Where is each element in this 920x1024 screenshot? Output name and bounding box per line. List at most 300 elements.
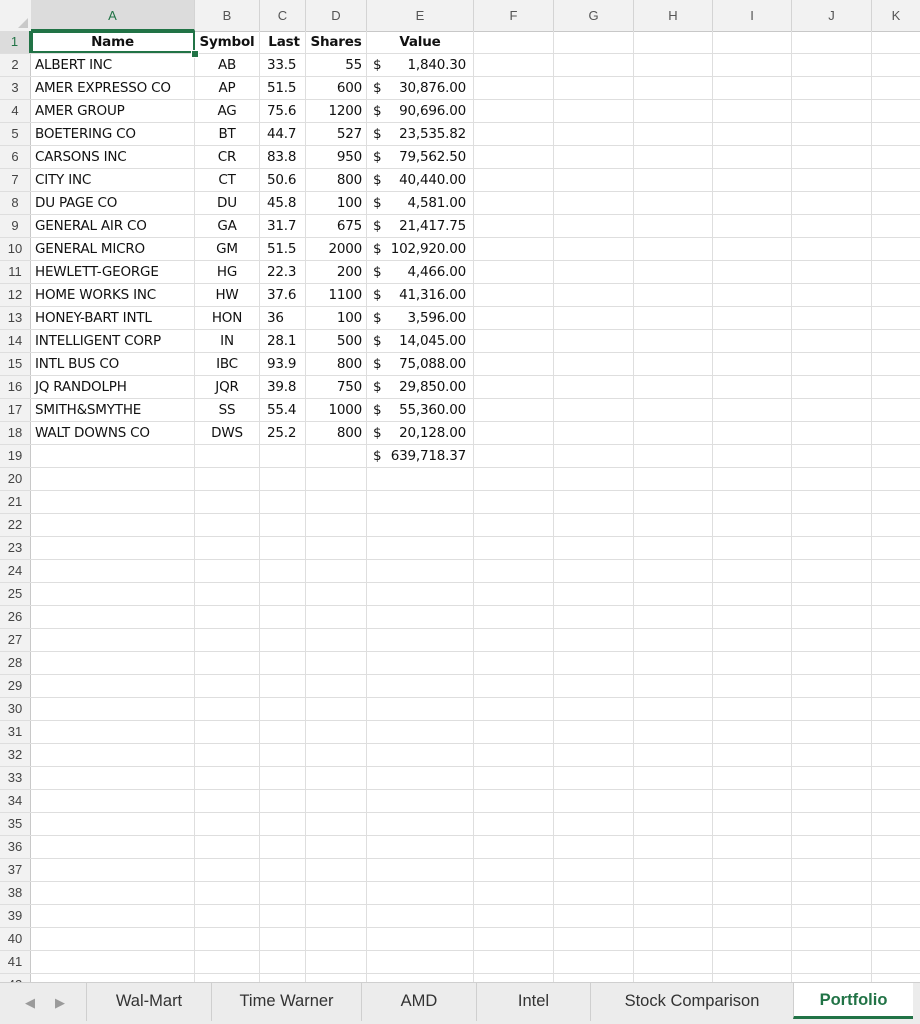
row-number-32[interactable]: 32 (0, 744, 31, 766)
cell-empty[interactable] (31, 882, 195, 904)
cell-last[interactable]: 93.9 (260, 353, 306, 375)
cell-empty[interactable] (31, 744, 195, 766)
row-number-28[interactable]: 28 (0, 652, 31, 674)
cell-empty[interactable] (367, 560, 474, 582)
cell-name[interactable]: JQ RANDOLPH (31, 376, 195, 398)
cell-name[interactable]: SMITH&SMYTHE (31, 399, 195, 421)
cell-empty[interactable] (260, 560, 306, 582)
row-number-40[interactable]: 40 (0, 928, 31, 950)
cell-empty[interactable] (634, 238, 713, 260)
cell-empty[interactable] (713, 399, 792, 421)
cell-empty[interactable] (260, 859, 306, 881)
cell-empty[interactable] (367, 537, 474, 559)
cell-empty[interactable] (634, 123, 713, 145)
cell-empty[interactable] (713, 744, 792, 766)
cell-empty[interactable] (634, 767, 713, 789)
cell-empty[interactable] (713, 951, 792, 973)
cell-empty[interactable] (195, 928, 260, 950)
cell-empty[interactable] (634, 537, 713, 559)
cell-empty[interactable] (195, 583, 260, 605)
row-number-2[interactable]: 2 (0, 54, 31, 76)
cell-empty[interactable] (554, 353, 634, 375)
cell-empty[interactable] (306, 836, 367, 858)
cell-symbol[interactable]: JQR (195, 376, 260, 398)
cell-empty[interactable] (792, 882, 872, 904)
cell-empty[interactable] (554, 790, 634, 812)
cell-empty[interactable] (554, 813, 634, 835)
cell-empty[interactable] (872, 100, 920, 122)
cell-symbol[interactable]: AP (195, 77, 260, 99)
cell-last[interactable]: 25.2 (260, 422, 306, 444)
cell-empty[interactable] (792, 146, 872, 168)
cell-empty[interactable] (554, 514, 634, 536)
cell-empty[interactable] (872, 238, 920, 260)
cell-shares[interactable]: 2000 (306, 238, 367, 260)
cell-empty[interactable] (792, 307, 872, 329)
cell-empty[interactable] (31, 514, 195, 536)
row-number-39[interactable]: 39 (0, 905, 31, 927)
cell-empty[interactable] (634, 307, 713, 329)
cell-empty[interactable] (474, 859, 554, 881)
cell-empty[interactable] (260, 951, 306, 973)
cell-empty[interactable] (634, 951, 713, 973)
cell-empty[interactable] (474, 514, 554, 536)
cell-empty[interactable] (634, 284, 713, 306)
cell-empty[interactable] (713, 330, 792, 352)
cell-empty[interactable] (306, 905, 367, 927)
cell-empty[interactable] (31, 813, 195, 835)
row-number-22[interactable]: 22 (0, 514, 31, 536)
cell-empty[interactable] (474, 123, 554, 145)
row-number-31[interactable]: 31 (0, 721, 31, 743)
cell-empty[interactable] (713, 491, 792, 513)
row-number-27[interactable]: 27 (0, 629, 31, 651)
cell-value[interactable] (367, 330, 474, 352)
cell-empty[interactable] (260, 606, 306, 628)
row-number-23[interactable]: 23 (0, 537, 31, 559)
cell-empty[interactable] (713, 54, 792, 76)
cell-empty[interactable] (31, 629, 195, 651)
cell-empty[interactable] (195, 813, 260, 835)
cell-empty[interactable] (554, 698, 634, 720)
cell-last[interactable]: 31.7 (260, 215, 306, 237)
cell-empty[interactable] (792, 905, 872, 927)
cell-symbol[interactable]: AG (195, 100, 260, 122)
cell-empty[interactable] (474, 537, 554, 559)
cell-name[interactable]: ALBERT INC (31, 54, 195, 76)
cell-empty[interactable] (713, 675, 792, 697)
cell-empty[interactable] (195, 767, 260, 789)
cell-empty[interactable] (31, 836, 195, 858)
row-number-14[interactable]: 14 (0, 330, 31, 352)
cell-empty[interactable] (195, 652, 260, 674)
cell-empty[interactable] (474, 54, 554, 76)
cell-last[interactable]: 55.4 (260, 399, 306, 421)
row-number-6[interactable]: 6 (0, 146, 31, 168)
row-number-29[interactable]: 29 (0, 675, 31, 697)
cell-empty[interactable] (713, 77, 792, 99)
sheet-tab-time-warner[interactable]: Time Warner (211, 983, 361, 1021)
cell-empty[interactable] (554, 629, 634, 651)
cell-empty[interactable] (872, 606, 920, 628)
row-number-21[interactable]: 21 (0, 491, 31, 513)
cell-empty[interactable] (474, 836, 554, 858)
row-number-33[interactable]: 33 (0, 767, 31, 789)
cell-empty[interactable] (554, 537, 634, 559)
cell-empty[interactable] (474, 192, 554, 214)
cell-empty[interactable] (474, 560, 554, 582)
row-number-35[interactable]: 35 (0, 813, 31, 835)
cell-empty[interactable] (554, 560, 634, 582)
cell-empty[interactable] (713, 238, 792, 260)
cell-empty[interactable] (792, 514, 872, 536)
cell-empty[interactable] (474, 100, 554, 122)
header-cell-value[interactable]: Value (367, 31, 474, 53)
cell-empty[interactable] (306, 790, 367, 812)
cell-name[interactable]: AMER GROUP (31, 100, 195, 122)
cell-empty[interactable] (713, 882, 792, 904)
row-number-17[interactable]: 17 (0, 399, 31, 421)
column-header-j[interactable]: J (792, 0, 872, 31)
cell-empty[interactable] (554, 77, 634, 99)
cell-empty[interactable] (554, 261, 634, 283)
cell-empty[interactable] (634, 859, 713, 881)
cell-empty[interactable] (554, 399, 634, 421)
cell-empty[interactable] (634, 698, 713, 720)
cell-empty[interactable] (872, 560, 920, 582)
cell-empty[interactable] (634, 261, 713, 283)
cell-empty[interactable] (367, 928, 474, 950)
cell-last[interactable]: 28.1 (260, 330, 306, 352)
cell-empty[interactable] (634, 905, 713, 927)
cell-empty[interactable] (474, 491, 554, 513)
row-number-26[interactable]: 26 (0, 606, 31, 628)
cell-empty[interactable] (195, 721, 260, 743)
cell-empty[interactable] (634, 836, 713, 858)
row-number-4[interactable]: 4 (0, 100, 31, 122)
cell-value[interactable] (367, 169, 474, 191)
cell-empty[interactable] (792, 31, 872, 53)
cell-empty[interactable] (367, 859, 474, 881)
cell-empty[interactable] (31, 652, 195, 674)
cell-empty[interactable] (792, 836, 872, 858)
cell-empty[interactable] (634, 146, 713, 168)
cell-empty[interactable] (792, 123, 872, 145)
cell-empty[interactable] (792, 790, 872, 812)
cell-name[interactable]: INTELLIGENT CORP (31, 330, 195, 352)
cell-empty[interactable] (306, 652, 367, 674)
cell-empty[interactable] (713, 284, 792, 306)
cell-empty[interactable] (474, 399, 554, 421)
cell-empty[interactable] (634, 790, 713, 812)
cell-empty[interactable] (554, 100, 634, 122)
cell-empty[interactable] (260, 537, 306, 559)
cell-empty[interactable] (367, 905, 474, 927)
row-number-30[interactable]: 30 (0, 698, 31, 720)
cell-empty[interactable] (634, 514, 713, 536)
cell-empty[interactable] (872, 514, 920, 536)
cell-empty[interactable] (554, 54, 634, 76)
cell-shares[interactable]: 800 (306, 422, 367, 444)
cell-empty[interactable] (634, 215, 713, 237)
row-number-13[interactable]: 13 (0, 307, 31, 329)
row-number-3[interactable]: 3 (0, 77, 31, 99)
cell-empty[interactable] (872, 54, 920, 76)
sheet-tab-intel[interactable]: Intel (476, 983, 590, 1021)
cell-empty[interactable] (634, 100, 713, 122)
cell-empty[interactable] (195, 744, 260, 766)
cell-empty[interactable] (367, 836, 474, 858)
cell-empty[interactable] (195, 537, 260, 559)
cell-empty[interactable] (872, 399, 920, 421)
column-header-g[interactable]: G (554, 0, 634, 31)
sheet-tab-wal-mart[interactable]: Wal-Mart (86, 983, 211, 1021)
cell-symbol[interactable]: GM (195, 238, 260, 260)
cell-empty[interactable] (195, 905, 260, 927)
cell-empty[interactable] (474, 698, 554, 720)
cell-empty[interactable] (474, 284, 554, 306)
cell-empty[interactable] (260, 744, 306, 766)
sheet-tab-amd[interactable]: AMD (361, 983, 476, 1021)
cell-empty[interactable] (792, 330, 872, 352)
cell-empty[interactable] (634, 813, 713, 835)
cell-empty[interactable] (713, 514, 792, 536)
row-number-34[interactable]: 34 (0, 790, 31, 812)
cell-symbol[interactable]: DWS (195, 422, 260, 444)
cell-name[interactable]: CARSONS INC (31, 146, 195, 168)
cell-empty[interactable] (792, 537, 872, 559)
cell-empty[interactable] (31, 583, 195, 605)
cell-empty[interactable] (554, 882, 634, 904)
row-number-10[interactable]: 10 (0, 238, 31, 260)
cell-empty[interactable] (634, 445, 713, 467)
cell-empty[interactable] (554, 238, 634, 260)
column-header-h[interactable]: H (634, 0, 713, 31)
cell-empty[interactable] (474, 606, 554, 628)
cell-empty[interactable] (872, 376, 920, 398)
cell-empty[interactable] (474, 330, 554, 352)
cell-empty[interactable] (634, 31, 713, 53)
cell-empty[interactable] (872, 261, 920, 283)
cell-empty[interactable] (260, 514, 306, 536)
previous-sheet-icon[interactable]: ◀ (25, 995, 35, 1010)
row-number-7[interactable]: 7 (0, 169, 31, 191)
cell-empty[interactable] (713, 215, 792, 237)
cell-empty[interactable] (306, 445, 367, 467)
cell-empty[interactable] (872, 790, 920, 812)
cell-empty[interactable] (634, 376, 713, 398)
cell-empty[interactable] (713, 698, 792, 720)
cell-empty[interactable] (872, 330, 920, 352)
cell-empty[interactable] (792, 261, 872, 283)
cell-empty[interactable] (713, 146, 792, 168)
cell-value[interactable] (367, 376, 474, 398)
cell-empty[interactable] (713, 629, 792, 651)
cell-empty[interactable] (872, 192, 920, 214)
cell-empty[interactable] (872, 284, 920, 306)
row-number-36[interactable]: 36 (0, 836, 31, 858)
cell-value[interactable] (367, 100, 474, 122)
cell-empty[interactable] (367, 629, 474, 651)
cell-empty[interactable] (634, 583, 713, 605)
column-header-f[interactable]: F (474, 0, 554, 31)
row-number-24[interactable]: 24 (0, 560, 31, 582)
cell-empty[interactable] (872, 583, 920, 605)
cell-empty[interactable] (31, 767, 195, 789)
cell-empty[interactable] (195, 491, 260, 513)
cell-symbol[interactable]: AB (195, 54, 260, 76)
cell-empty[interactable] (367, 721, 474, 743)
column-header-e[interactable]: E (367, 0, 474, 31)
column-header-k[interactable]: K (891, 8, 901, 23)
cell-symbol[interactable]: HG (195, 261, 260, 283)
cell-empty[interactable] (872, 629, 920, 651)
cell-empty[interactable] (634, 468, 713, 490)
cell-empty[interactable] (792, 77, 872, 99)
cell-value[interactable] (367, 261, 474, 283)
cell-empty[interactable] (792, 652, 872, 674)
cell-name[interactable]: HOME WORKS INC (31, 284, 195, 306)
cell-empty[interactable] (31, 951, 195, 973)
cell-empty[interactable] (260, 905, 306, 927)
cell-empty[interactable] (872, 353, 920, 375)
cell-empty[interactable] (474, 307, 554, 329)
cell-empty[interactable] (554, 767, 634, 789)
cell-empty[interactable] (554, 169, 634, 191)
cell-empty[interactable] (554, 376, 634, 398)
row-number-19[interactable]: 19 (0, 445, 31, 467)
cell-empty[interactable] (306, 767, 367, 789)
cell-empty[interactable] (792, 606, 872, 628)
cell-empty[interactable] (260, 675, 306, 697)
cell-value[interactable] (367, 215, 474, 237)
cell-shares[interactable]: 527 (306, 123, 367, 145)
cell-value[interactable] (367, 77, 474, 99)
cell-empty[interactable] (872, 767, 920, 789)
row-number-20[interactable]: 20 (0, 468, 31, 490)
cell-last[interactable]: 44.7 (260, 123, 306, 145)
cell-last[interactable]: 22.3 (260, 261, 306, 283)
cell-empty[interactable] (554, 307, 634, 329)
cell-empty[interactable] (792, 445, 872, 467)
cell-empty[interactable] (474, 928, 554, 950)
cell-empty[interactable] (306, 928, 367, 950)
cell-empty[interactable] (554, 928, 634, 950)
cell-empty[interactable] (713, 100, 792, 122)
cell-name[interactable]: CITY INC (31, 169, 195, 191)
cell-last[interactable]: 51.5 (260, 238, 306, 260)
cell-empty[interactable] (474, 468, 554, 490)
cell-empty[interactable] (554, 905, 634, 927)
cell-empty[interactable] (306, 583, 367, 605)
cell-empty[interactable] (872, 537, 920, 559)
cell-empty[interactable] (554, 951, 634, 973)
column-header-d[interactable]: D (306, 0, 367, 31)
cell-empty[interactable] (792, 629, 872, 651)
cell-value[interactable] (367, 284, 474, 306)
cell-empty[interactable] (634, 606, 713, 628)
cell-empty[interactable] (792, 675, 872, 697)
cell-empty[interactable] (31, 675, 195, 697)
row-number-25[interactable]: 25 (0, 583, 31, 605)
cell-empty[interactable] (306, 514, 367, 536)
cell-empty[interactable] (367, 790, 474, 812)
cell-shares[interactable]: 500 (306, 330, 367, 352)
fill-handle[interactable] (191, 50, 199, 58)
cell-empty[interactable] (634, 675, 713, 697)
cell-empty[interactable] (872, 652, 920, 674)
cell-empty[interactable] (367, 675, 474, 697)
cell-empty[interactable] (260, 721, 306, 743)
cell-empty[interactable] (792, 767, 872, 789)
cell-empty[interactable] (872, 31, 920, 53)
cell-empty[interactable] (634, 721, 713, 743)
cell-empty[interactable] (195, 629, 260, 651)
cell-empty[interactable] (792, 813, 872, 835)
cell-empty[interactable] (31, 537, 195, 559)
cell-empty[interactable] (260, 882, 306, 904)
cell-symbol[interactable]: SS (195, 399, 260, 421)
cell-empty[interactable] (792, 859, 872, 881)
cell-symbol[interactable]: IN (195, 330, 260, 352)
cell-empty[interactable] (31, 859, 195, 881)
cell-empty[interactable] (872, 882, 920, 904)
cell-empty[interactable] (792, 376, 872, 398)
header-cell-shares[interactable]: Shares (306, 31, 367, 53)
cell-empty[interactable] (713, 31, 792, 53)
cell-empty[interactable] (792, 215, 872, 237)
cell-shares[interactable]: 1100 (306, 284, 367, 306)
cell-symbol[interactable]: GA (195, 215, 260, 237)
cell-empty[interactable] (367, 491, 474, 513)
cell-symbol[interactable]: DU (195, 192, 260, 214)
cell-name[interactable]: WALT DOWNS CO (31, 422, 195, 444)
cell-empty[interactable] (195, 606, 260, 628)
cell-empty[interactable] (474, 905, 554, 927)
cell-empty[interactable] (554, 445, 634, 467)
column-header-b[interactable]: B (195, 0, 260, 31)
cell-shares[interactable]: 200 (306, 261, 367, 283)
cell-empty[interactable] (474, 261, 554, 283)
cell-empty[interactable] (31, 698, 195, 720)
cell-empty[interactable] (31, 606, 195, 628)
cell-empty[interactable] (474, 790, 554, 812)
cell-shares[interactable]: 55 (306, 54, 367, 76)
cell-empty[interactable] (367, 744, 474, 766)
cell-shares[interactable]: 1200 (306, 100, 367, 122)
cell-empty[interactable] (792, 422, 872, 444)
cell-shares[interactable]: 100 (306, 307, 367, 329)
cell-name[interactable]: GENERAL MICRO (31, 238, 195, 260)
cell-empty[interactable] (367, 767, 474, 789)
cell-empty[interactable] (306, 859, 367, 881)
cell-empty[interactable] (872, 813, 920, 835)
cell-empty[interactable] (367, 468, 474, 490)
row-number-9[interactable]: 9 (0, 215, 31, 237)
cell-empty[interactable] (554, 146, 634, 168)
cell-empty[interactable] (31, 445, 195, 467)
cell-empty[interactable] (713, 169, 792, 191)
cell-empty[interactable] (31, 468, 195, 490)
cell-value[interactable] (367, 238, 474, 260)
cell-empty[interactable] (554, 123, 634, 145)
row-number-38[interactable]: 38 (0, 882, 31, 904)
cell-empty[interactable] (792, 100, 872, 122)
cell-value[interactable] (367, 54, 474, 76)
cell-symbol[interactable]: IBC (195, 353, 260, 375)
cell-last[interactable]: 50.6 (260, 169, 306, 191)
cell-empty[interactable] (792, 399, 872, 421)
